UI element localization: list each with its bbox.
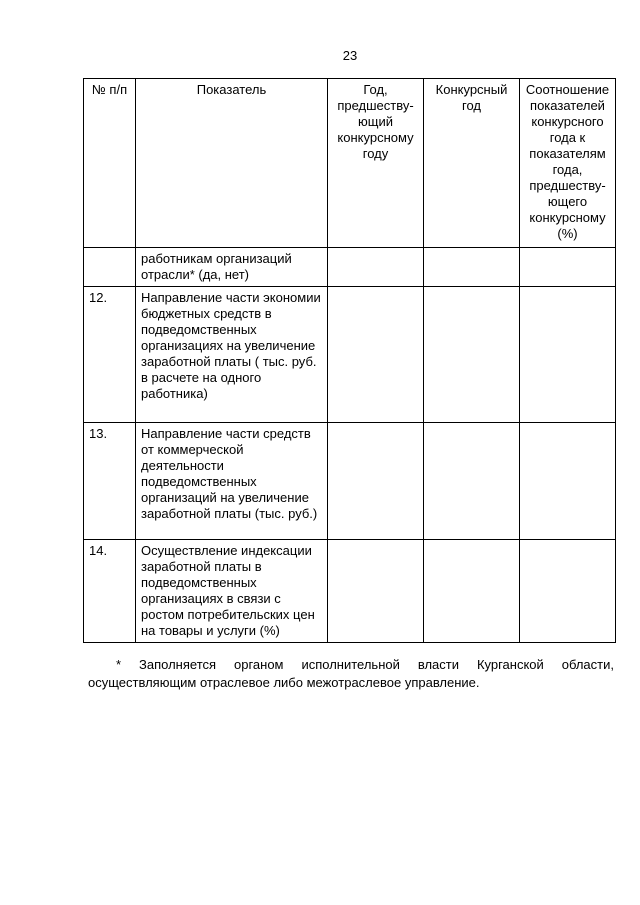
row-number: 13. (84, 423, 136, 540)
row-indicator: работникам организаций отрасли* (да, нет) (136, 248, 328, 287)
table-row (84, 287, 616, 423)
header-competition-year: Конкурсный год (424, 79, 520, 248)
row-prev-year-value (328, 248, 424, 287)
header-previous-year: Год, предшеству-ющий конкурсному году (328, 79, 424, 248)
row-ratio-value (520, 287, 616, 423)
row-number (84, 248, 136, 287)
table-row (84, 248, 616, 287)
row-indicator: Осуществление индексации заработной платы в подведомственных организациях в связи с ростом потребительских цен на товары и услуги (%) (136, 540, 328, 643)
row-prev-year-value (328, 287, 424, 423)
row-ratio-value (520, 423, 616, 540)
header-indicator: Показатель (136, 79, 328, 248)
row-curr-year-value (424, 423, 520, 540)
row-curr-year-value (424, 287, 520, 423)
row-curr-year-value (424, 248, 520, 287)
row-number: 14. (84, 540, 136, 643)
row-curr-year-value (424, 540, 520, 643)
table-header-row (84, 79, 616, 248)
table-row (84, 423, 616, 540)
row-ratio-value (520, 248, 616, 287)
row-prev-year-value (328, 540, 424, 643)
row-ratio-value (520, 540, 616, 643)
indicators-table (83, 78, 616, 643)
table-row (84, 540, 616, 643)
header-ratio: Соотношение показателей конкурсного года к показателям года, предшеству-ющего конкурсному (%) (520, 79, 616, 248)
footnote (88, 656, 614, 692)
row-indicator: Направление части экономии бюджетных средств в подведомственных организациях на увеличение заработной платы ( тыс. руб. в расчете на одного работника) (136, 287, 328, 423)
row-number: 12. (84, 287, 136, 423)
row-prev-year-value (328, 423, 424, 540)
footnote-text: * Заполняется органом исполнительной власти Курганской области, осуществляющим отраслевое либо межотраслевое управление. (88, 657, 614, 690)
row-indicator: Направление части средств от коммерческой деятельности подведомственных организаций на увеличение заработной платы (тыс. руб.) (136, 423, 328, 540)
page-number: 23 (342, 48, 358, 63)
header-number: № п/п (84, 79, 136, 248)
